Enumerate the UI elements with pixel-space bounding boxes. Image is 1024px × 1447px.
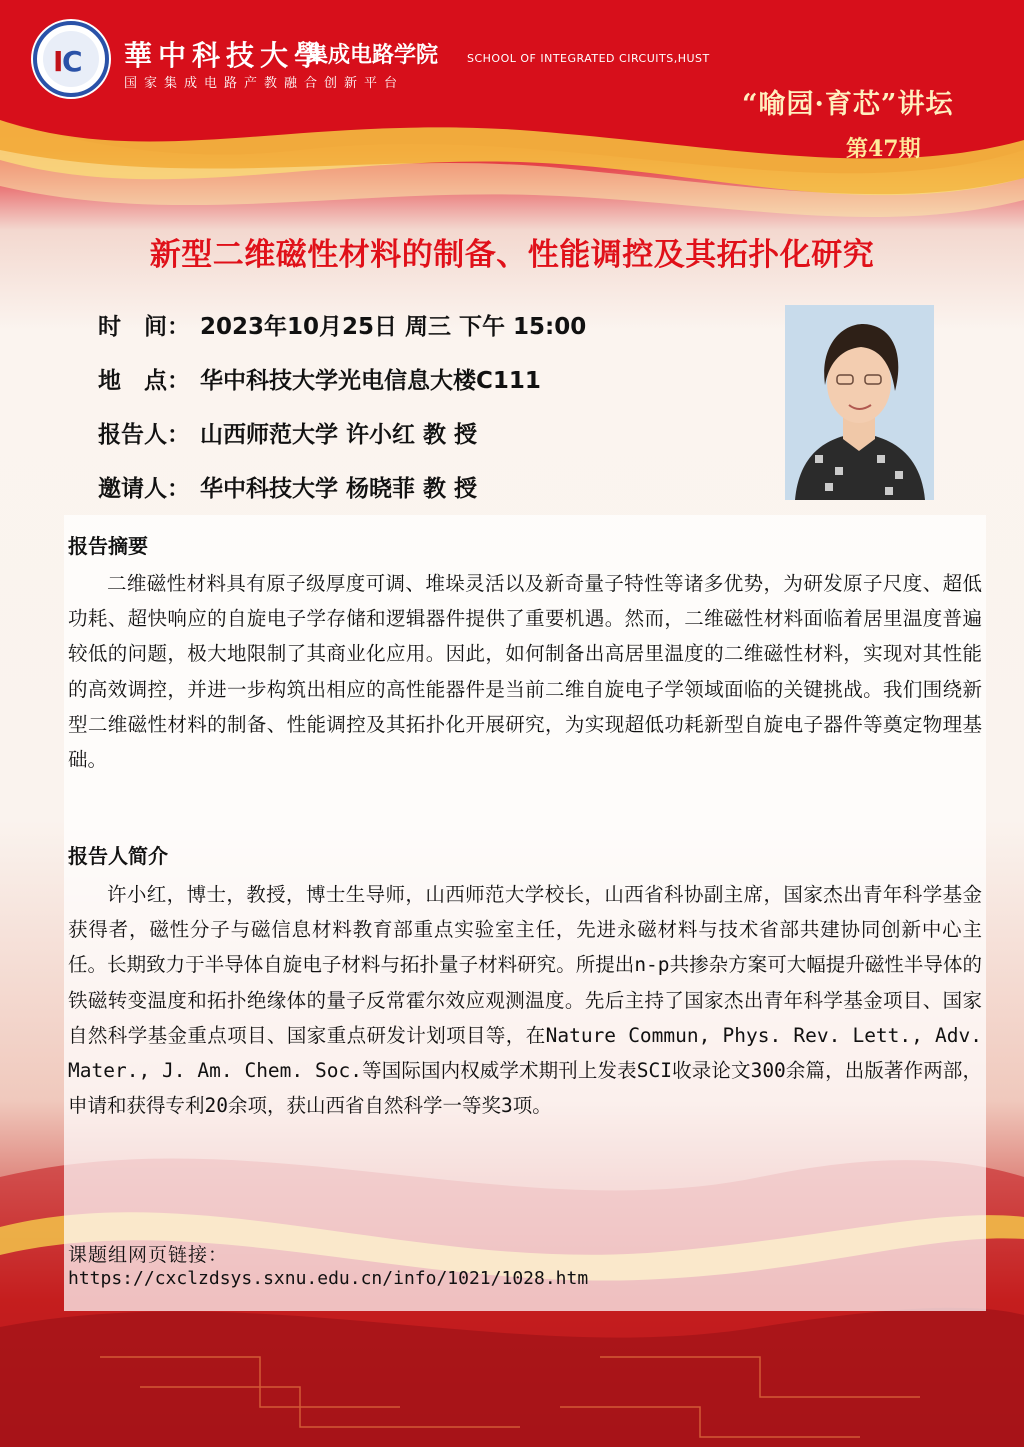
talk-title: 新型二维磁性材料的制备、性能调控及其拓扑化研究	[149, 237, 875, 273]
hust-ic-logo	[30, 18, 112, 100]
school-name-english: SCHOOL OF INTEGRATED CIRCUITS,HUST	[467, 52, 710, 65]
info-speaker-value: 山西师范大学 许小红 教 授	[200, 422, 478, 448]
info-speaker	[98, 416, 477, 449]
issue-number: 第47期	[846, 136, 921, 162]
info-time-value: 2023年10月25日 周三 下午 15:00	[200, 314, 587, 340]
bio-text	[68, 877, 982, 1123]
info-speaker-label: 报告人：	[98, 422, 190, 448]
info-location-label: 地 点：	[98, 368, 190, 394]
abstract-heading: 报告摘要	[68, 534, 148, 558]
group-webpage-link[interactable]: https://cxclzdsys.sxnu.edu.cn/info/1021/1028.htm	[68, 1268, 589, 1289]
forum-name: “喻园·育芯”讲坛	[742, 89, 954, 120]
link-label: 课题组网页链接：	[68, 1244, 229, 1266]
info-location-value: 华中科技大学光电信息大楼C111	[200, 368, 541, 394]
abstract-text	[68, 566, 982, 777]
bio-paragraph: 许小红，博士，教授，博士生导师，山西师范大学校长，山西省科协副主席，国家杰出青年科学基金获得者，磁性分子与磁信息材料教育部重点实验室主任，先进永磁材料与技术省部共建协同创新中心主任。长期致力于半导体自旋电子材料与拓扑量子材料研究。所提出n-p共掺杂方案可大幅提升磁性半导体的铁磁转变温度和拓扑绝缘体的量子反常霍尔效应观测温度。先后主持了国家杰出青年科学基金项目、国家自然科学基金重点项目、国家重点研发计划项目等，在Nature Commun, Phys. Rev. Lett., Adv. Mater., J. Am. Chem. Soc.等国际国内权威学术期刊上发表SCI收录论文300余篇，出版著作两部，申请和获得专利20余项，获山西省自然科学一等奖3项。	[68, 883, 982, 1118]
info-inviter	[98, 470, 477, 503]
info-location	[98, 362, 541, 395]
platform-name: 国家集成电路产教融合创新平台	[124, 76, 405, 91]
university-name: 華中科技大學	[124, 39, 329, 72]
bio-heading: 报告人简介	[68, 844, 168, 868]
info-inviter-value: 华中科技大学 杨晓菲 教 授	[200, 476, 478, 502]
info-time-label: 时 间：	[98, 314, 190, 340]
info-inviter-label: 邀请人：	[98, 476, 190, 502]
speaker-photo	[785, 305, 934, 500]
svg-text:C: C	[62, 45, 83, 78]
info-time	[98, 308, 586, 341]
abstract-paragraph: 二维磁性材料具有原子级厚度可调、堆垛灵活以及新奇量子特性等诸多优势，为研发原子尺度、超低功耗、超快响应的自旋电子学存储和逻辑器件提供了重要机遇。然而，二维磁性材料面临着居里温度普遍较低的问题，极大地限制了其商业化应用。因此，如何制备出高居里温度的二维磁性材料，实现对其性能的高效调控，并进一步构筑出相应的高性能器件是当前二维自旋电子学领域面临的关键挑战。我们围绕新型二维磁性材料的制备、性能调控及其拓扑化开展研究，为实现超低功耗新型自旋电子器件等奠定物理基础。	[68, 572, 982, 772]
college-name: 集成电路学院	[306, 43, 439, 68]
svg-text:I: I	[53, 45, 64, 78]
